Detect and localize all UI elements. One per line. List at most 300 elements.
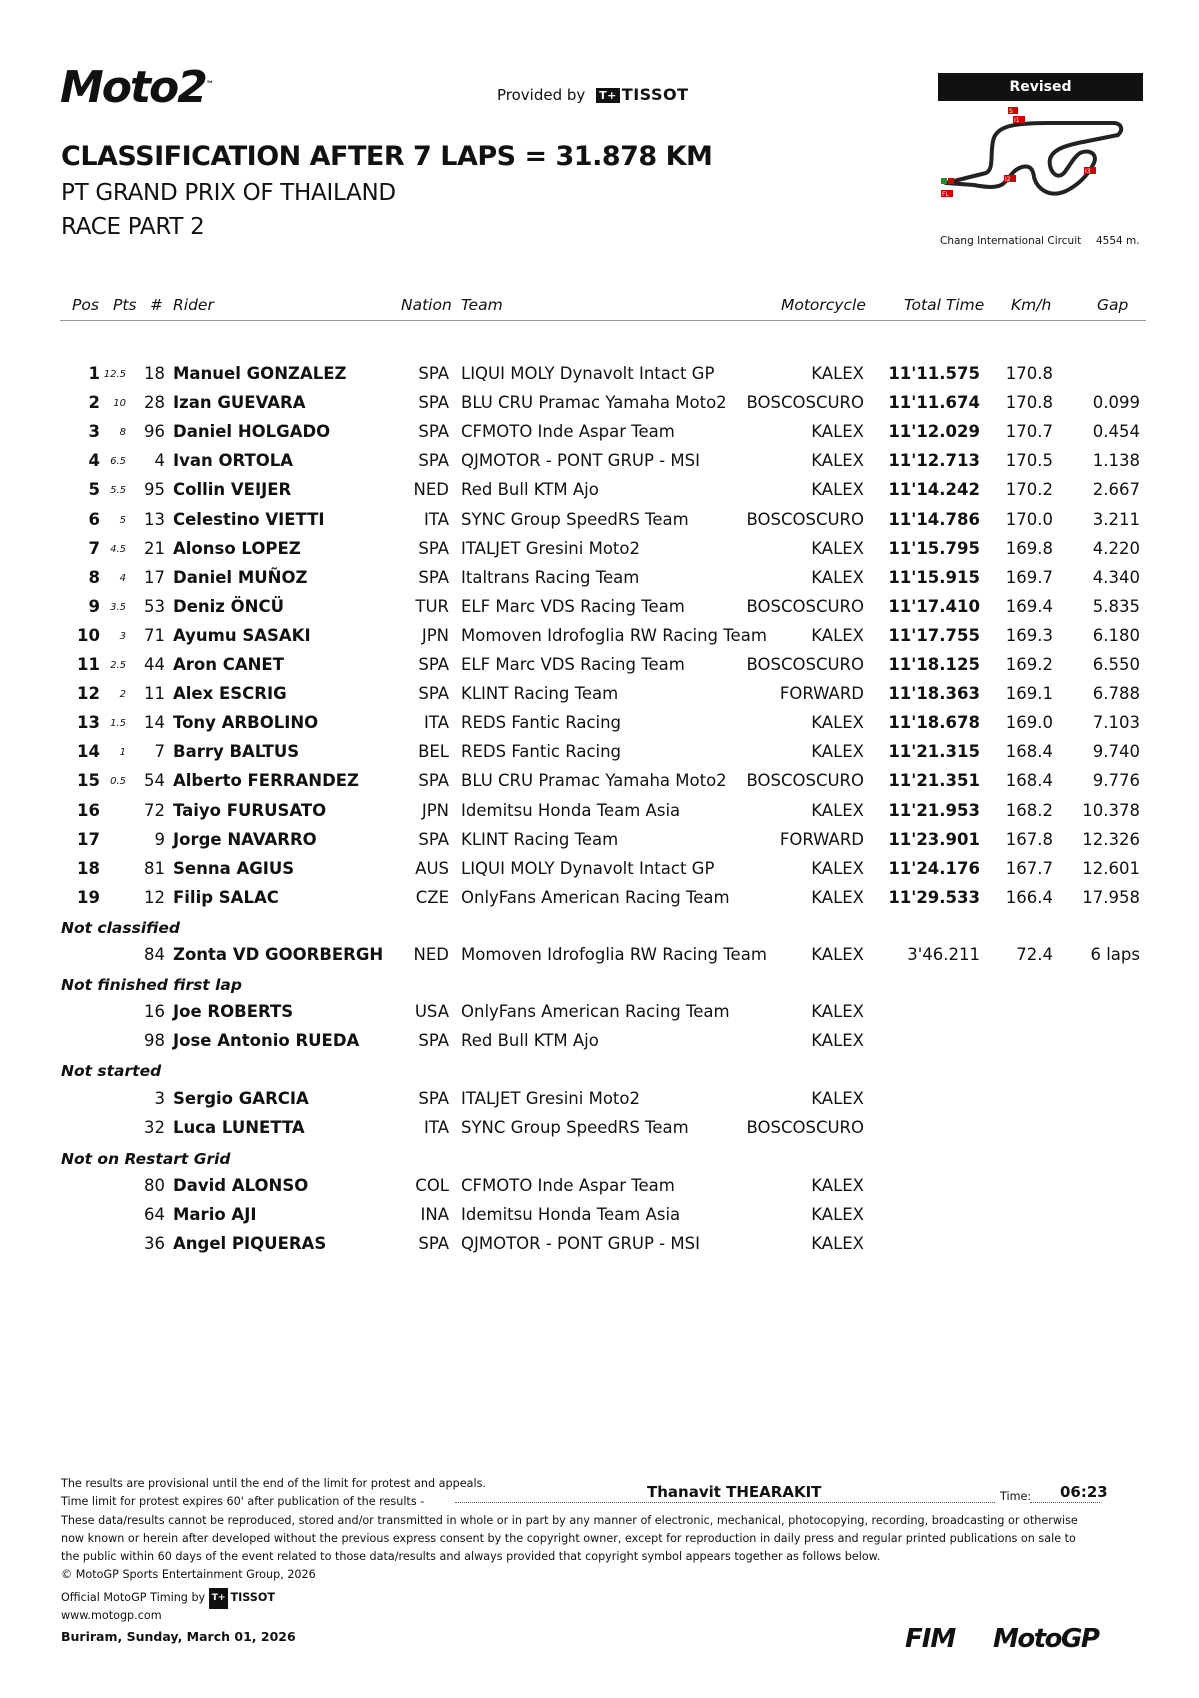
motorcycle: KALEX [811, 626, 864, 645]
nation: ITA [424, 713, 449, 732]
total-time: 11'18.678 [888, 713, 980, 732]
team-name: Red Bull KTM Ajo [461, 1031, 599, 1050]
tissot-logo: T+ TISSOT [596, 85, 688, 104]
motorcycle: KALEX [811, 451, 864, 470]
team-name: CFMOTO Inde Aspar Team [461, 1176, 675, 1195]
col-team: Team [461, 296, 503, 314]
position: 11 [77, 655, 100, 674]
nation: JPN [421, 801, 449, 820]
speed-kmh: 170.8 [1005, 364, 1053, 383]
points: 12.5 [103, 369, 126, 380]
result-row [0, 1031, 1199, 1060]
rider-name: Aron CANET [173, 655, 284, 674]
speed-kmh: 169.1 [1005, 684, 1053, 703]
team-name: ITALJET Gresini Moto2 [461, 539, 640, 558]
position: 2 [88, 393, 100, 412]
motorcycle: KALEX [811, 568, 864, 587]
nation: SPA [418, 364, 449, 383]
total-time: 11'21.953 [888, 801, 980, 820]
nation: NED [413, 945, 449, 964]
result-row [0, 1176, 1199, 1205]
motorcycle: BOSCOSCURO [746, 393, 864, 412]
team-name: Idemitsu Honda Team Asia [461, 801, 681, 820]
svg-text:I3: I3 [1085, 168, 1091, 175]
total-time: 11'14.786 [888, 510, 980, 529]
rider-name: Daniel HOLGADO [173, 422, 331, 441]
speed-kmh: 169.8 [1005, 539, 1053, 558]
section-not-started: Not started [61, 1062, 162, 1080]
rider-number: 71 [144, 626, 165, 645]
result-row [0, 713, 1199, 742]
position: 17 [77, 830, 100, 849]
team-name: CFMOTO Inde Aspar Team [461, 422, 675, 441]
rider-name: Collin VEIJER [173, 480, 292, 499]
place-date: Buriram, Sunday, March 01, 2026 [61, 1629, 296, 1644]
col-num: # [150, 296, 163, 314]
session-name: RACE PART 2 [61, 214, 205, 240]
revised-badge: Revised [938, 73, 1143, 101]
rider-number: 28 [144, 393, 165, 412]
result-row [0, 1089, 1199, 1118]
col-gap: Gap [1097, 296, 1129, 314]
rider-name: Mario AJI [173, 1205, 257, 1224]
position: 4 [88, 451, 100, 470]
nation: SPA [418, 568, 449, 587]
motorcycle: BOSCOSCURO [746, 597, 864, 616]
official-timing: Official MotoGP Timing by T+ TISSOT [61, 1588, 275, 1609]
points: 5.5 [110, 485, 126, 496]
motorcycle: KALEX [811, 859, 864, 878]
rider-number: 44 [144, 655, 165, 674]
gap: 9.740 [1092, 742, 1140, 761]
result-row [0, 859, 1199, 888]
team-name: KLINT Racing Team [461, 684, 619, 703]
points: 1.5 [110, 718, 126, 729]
speed-kmh: 169.4 [1005, 597, 1053, 616]
header-divider [60, 320, 1146, 321]
circuit-map [938, 101, 1143, 224]
position: 7 [88, 539, 100, 558]
team-name: OnlyFans American Racing Team [461, 888, 730, 907]
result-row [0, 830, 1199, 859]
rider-name: Luca LUNETTA [173, 1118, 305, 1137]
team-name: REDS Fantic Racing [461, 713, 622, 732]
speed-kmh: 170.7 [1005, 422, 1053, 441]
nation: SPA [418, 1031, 449, 1050]
svg-text:I1: I1 [1014, 117, 1020, 124]
position: 13 [77, 713, 100, 732]
svg-text:I2: I2 [1005, 176, 1011, 183]
result-row [0, 771, 1199, 800]
gap: 6 laps [1090, 945, 1140, 964]
copyright-line-1: These data/results cannot be reproduced, stored and/or transmitted in whole or in part by any manner of electronic, mechanical, photocopying, recording, broadcasting or otherwise [61, 1514, 1078, 1527]
team-name: BLU CRU Pramac Yamaha Moto2 [461, 771, 727, 790]
gap: 3.211 [1092, 510, 1140, 529]
total-time: 11'29.533 [888, 888, 980, 907]
team-name: Italtrans Racing Team [461, 568, 640, 587]
rider-name: Zonta VD GOORBERGH [173, 945, 384, 964]
motorcycle: KALEX [811, 1176, 864, 1195]
total-time: 11'21.315 [888, 742, 980, 761]
speed-kmh: 166.4 [1005, 888, 1053, 907]
team-name: BLU CRU Pramac Yamaha Moto2 [461, 393, 727, 412]
section-not-classified: Not classified [61, 919, 180, 937]
rider-name: Izan GUEVARA [173, 393, 306, 412]
rider-name: Alex ESCRIG [173, 684, 287, 703]
total-time: 3'46.211 [907, 945, 980, 964]
total-time: 11'15.915 [888, 568, 980, 587]
rider-name: Daniel MUÑOZ [173, 568, 308, 587]
motorcycle: KALEX [811, 1234, 864, 1253]
col-rider: Rider [173, 296, 214, 314]
result-row [0, 1234, 1199, 1263]
svg-text:S: S [1009, 108, 1013, 115]
speed-kmh: 168.4 [1005, 771, 1053, 790]
position: 5 [88, 480, 100, 499]
rider-name: Deniz ÖNCÜ [173, 597, 284, 616]
rider-name: Filip SALAC [173, 888, 279, 907]
gap: 6.788 [1092, 684, 1140, 703]
rider-number: 21 [144, 539, 165, 558]
nation: ITA [424, 510, 449, 529]
total-time: 11'12.713 [888, 451, 980, 470]
nation: BEL [418, 742, 449, 761]
nation: SPA [418, 1234, 449, 1253]
gap: 4.340 [1092, 568, 1140, 587]
nation: SPA [418, 1089, 449, 1108]
publication-time: 06:23 [1060, 1483, 1108, 1501]
col-kmh: Km/h [1011, 296, 1052, 314]
nation: NED [413, 480, 449, 499]
position: 6 [88, 510, 100, 529]
nation: SPA [418, 422, 449, 441]
nation: USA [414, 1002, 449, 1021]
speed-kmh: 72.4 [1016, 945, 1053, 964]
team-name: Red Bull KTM Ajo [461, 480, 599, 499]
section-not-finished: Not finished first lap [61, 976, 242, 994]
team-name: LIQUI MOLY Dynavolt Intact GP [461, 859, 715, 878]
rider-number: 4 [154, 451, 165, 470]
speed-kmh: 170.8 [1005, 393, 1053, 412]
speed-kmh: 169.3 [1005, 626, 1053, 645]
rider-name: Tony ARBOLINO [173, 713, 319, 732]
rider-number: 18 [144, 364, 165, 383]
motorcycle: KALEX [811, 713, 864, 732]
rider-number: 9 [154, 830, 165, 849]
time-label: Time: [1000, 1490, 1032, 1503]
col-motorcycle: Motorcycle [781, 296, 866, 314]
gap: 5.835 [1092, 597, 1140, 616]
result-row [0, 422, 1199, 451]
motorcycle: FORWARD [779, 684, 864, 703]
rider-name: David ALONSO [173, 1176, 309, 1195]
rider-number: 17 [144, 568, 165, 587]
motorcycle: KALEX [811, 364, 864, 383]
team-name: Momoven Idrofoglia RW Racing Team [461, 626, 767, 645]
speed-kmh: 169.7 [1005, 568, 1053, 587]
rider-name: Senna AGIUS [173, 859, 295, 878]
total-time: 11'11.674 [888, 393, 980, 412]
signatory: Thanavit THEARAKIT [647, 1483, 822, 1501]
col-nation: Nation [401, 296, 452, 314]
speed-kmh: 170.2 [1005, 480, 1053, 499]
position: 12 [77, 684, 100, 703]
rider-number: 12 [144, 888, 165, 907]
position: 19 [77, 888, 100, 907]
speed-kmh: 167.7 [1005, 859, 1053, 878]
gap: 10.378 [1082, 801, 1140, 820]
points: 2 [119, 689, 126, 700]
copyright-line-3: the public within 60 days of the event related to those data/results and always provided that copyright symbol appears together as follows below. [61, 1550, 881, 1563]
rider-name: Taiyo FURUSATO [173, 801, 327, 820]
rider-number: 95 [144, 480, 165, 499]
footer-provisional: The results are provisional until the end of the limit for protest and appeals. [61, 1477, 486, 1490]
nation: SPA [418, 684, 449, 703]
points: 0.5 [110, 776, 126, 787]
result-row [0, 1118, 1199, 1147]
motorcycle: KALEX [811, 539, 864, 558]
rider-name: Ivan ORTOLA [173, 451, 294, 470]
rider-number: 81 [144, 859, 165, 878]
nation: SPA [418, 655, 449, 674]
total-time: 11'24.176 [888, 859, 980, 878]
rider-number: 14 [144, 713, 165, 732]
motogp-logo: MotoGP [993, 1624, 1099, 1654]
rider-number: 7 [154, 742, 165, 761]
team-name: LIQUI MOLY Dynavolt Intact GP [461, 364, 715, 383]
total-time: 11'17.755 [888, 626, 980, 645]
team-name: Idemitsu Honda Team Asia [461, 1205, 681, 1224]
rider-name: Celestino VIETTI [173, 510, 325, 529]
rider-number: 84 [144, 945, 165, 964]
event-name: PT GRAND PRIX OF THAILAND [61, 180, 396, 206]
points: 8 [119, 427, 126, 438]
motorcycle: KALEX [811, 1205, 864, 1224]
motorcycle: KALEX [811, 742, 864, 761]
copyright-line-2: now known or herein after developed without the previous express consent by the copyright owner, except for reproduction in daily press and regular printed publications on sale to [61, 1532, 1076, 1545]
motorcycle: FORWARD [779, 830, 864, 849]
motorcycle: KALEX [811, 888, 864, 907]
team-name: QJMOTOR - PONT GRUP - MSI [461, 1234, 700, 1253]
rider-number: 16 [144, 1002, 165, 1021]
rider-number: 54 [144, 771, 165, 790]
rider-name: Alonso LOPEZ [173, 539, 301, 558]
points: 4.5 [110, 544, 126, 555]
gap: 0.454 [1092, 422, 1140, 441]
result-row [0, 945, 1199, 974]
nation: CZE [415, 888, 449, 907]
speed-kmh: 169.2 [1005, 655, 1053, 674]
result-row [0, 888, 1199, 917]
result-row [0, 539, 1199, 568]
speed-kmh: 168.2 [1005, 801, 1053, 820]
nation: AUS [415, 859, 449, 878]
col-total-time: Total Time [904, 296, 985, 314]
team-name: OnlyFans American Racing Team [461, 1002, 730, 1021]
nation: ITA [424, 1118, 449, 1137]
section-not-restart: Not on Restart Grid [61, 1150, 231, 1168]
result-row [0, 684, 1199, 713]
rider-name: Barry BALTUS [173, 742, 300, 761]
provided-by-label: Provided by [497, 86, 586, 104]
position: 18 [77, 859, 100, 878]
footer-protest-limit: Time limit for protest expires 60' after publication of the results - [61, 1495, 425, 1508]
position: 15 [77, 771, 100, 790]
team-name: Momoven Idrofoglia RW Racing Team [461, 945, 767, 964]
speed-kmh: 170.0 [1005, 510, 1053, 529]
rider-name: Jorge NAVARRO [173, 830, 317, 849]
result-row [0, 1002, 1199, 1031]
nation: INA [420, 1205, 449, 1224]
total-time: 11'18.125 [888, 655, 980, 674]
total-time: 11'11.575 [888, 364, 980, 383]
gap: 6.180 [1092, 626, 1140, 645]
speed-kmh: 169.0 [1005, 713, 1053, 732]
gap: 12.601 [1082, 859, 1140, 878]
provided-by [497, 85, 689, 104]
gap: 6.550 [1092, 655, 1140, 674]
website: www.motogp.com [61, 1609, 162, 1622]
rider-name: Sergio GARCIA [173, 1089, 309, 1108]
rider-name: Jose Antonio RUEDA [173, 1031, 360, 1050]
nation: JPN [421, 626, 449, 645]
position: 10 [77, 626, 100, 645]
total-time: 11'14.242 [888, 480, 980, 499]
gap: 4.220 [1092, 539, 1140, 558]
team-name: SYNC Group SpeedRS Team [461, 1118, 689, 1137]
total-time: 11'17.410 [888, 597, 980, 616]
motorcycle: KALEX [811, 1031, 864, 1050]
result-row [0, 655, 1199, 684]
nation: SPA [418, 451, 449, 470]
rider-name: Manuel GONZALEZ [173, 364, 347, 383]
result-row [0, 364, 1199, 393]
result-row [0, 626, 1199, 655]
total-time: 11'12.029 [888, 422, 980, 441]
motorcycle: BOSCOSCURO [746, 510, 864, 529]
position: 9 [88, 597, 100, 616]
result-row [0, 742, 1199, 771]
gap: 2.667 [1092, 480, 1140, 499]
rider-number: 96 [144, 422, 165, 441]
rider-number: 3 [154, 1089, 165, 1108]
result-row [0, 597, 1199, 626]
points: 6.5 [110, 456, 126, 467]
gap: 9.776 [1092, 771, 1140, 790]
position: 3 [88, 422, 100, 441]
page-title: CLASSIFICATION AFTER 7 LAPS = 31.878 KM [61, 141, 713, 172]
rider-number: 13 [144, 510, 165, 529]
nation: SPA [418, 830, 449, 849]
team-name: ITALJET Gresini Moto2 [461, 1089, 640, 1108]
position: 14 [77, 742, 100, 761]
rider-number: 11 [144, 684, 165, 703]
team-name: ELF Marc VDS Racing Team [461, 655, 685, 674]
rider-number: 98 [144, 1031, 165, 1050]
motorcycle: KALEX [811, 801, 864, 820]
team-name: SYNC Group SpeedRS Team [461, 510, 689, 529]
points: 3 [119, 631, 126, 642]
rider-number: 53 [144, 597, 165, 616]
nation: SPA [418, 393, 449, 412]
rider-number: 64 [144, 1205, 165, 1224]
col-pos: Pos [72, 296, 99, 314]
fim-logo: FIM [905, 1624, 956, 1654]
rider-name: Alberto FERRANDEZ [173, 771, 359, 790]
nation: TUR [415, 597, 449, 616]
motorcycle: KALEX [811, 945, 864, 964]
gap: 17.958 [1082, 888, 1140, 907]
signature-line [455, 1502, 995, 1503]
motorcycle: BOSCOSCURO [746, 655, 864, 674]
motorcycle: KALEX [811, 480, 864, 499]
result-row [0, 451, 1199, 480]
gap: 7.103 [1092, 713, 1140, 732]
nation: COL [415, 1176, 449, 1195]
gap: 0.099 [1092, 393, 1140, 412]
rider-name: Joe ROBERTS [173, 1002, 294, 1021]
team-name: REDS Fantic Racing [461, 742, 622, 761]
rider-name: Ayumu SASAKI [173, 626, 311, 645]
motorcycle: KALEX [811, 422, 864, 441]
nation: SPA [418, 771, 449, 790]
points: 2.5 [110, 660, 126, 671]
speed-kmh: 170.5 [1005, 451, 1053, 470]
rider-name: Angel PIQUERAS [173, 1234, 327, 1253]
motorcycle: BOSCOSCURO [746, 1118, 864, 1137]
nation: SPA [418, 539, 449, 558]
motorcycle: KALEX [811, 1089, 864, 1108]
total-time: 11'23.901 [888, 830, 980, 849]
col-pts: Pts [113, 296, 137, 314]
svg-text:FL: FL [942, 191, 949, 198]
moto2-logo: Moto2™ [60, 62, 214, 113]
rider-number: 36 [144, 1234, 165, 1253]
time-line [1030, 1502, 1100, 1503]
total-time: 11'18.363 [888, 684, 980, 703]
result-row [0, 1205, 1199, 1234]
points: 10 [113, 398, 126, 409]
points: 1 [119, 747, 126, 758]
copyright-line-4: © MotoGP Sports Entertainment Group, 2026 [61, 1568, 316, 1581]
result-row [0, 480, 1199, 509]
result-row [0, 393, 1199, 422]
team-name: ELF Marc VDS Racing Team [461, 597, 685, 616]
team-name: KLINT Racing Team [461, 830, 619, 849]
result-row [0, 510, 1199, 539]
gap: 12.326 [1082, 830, 1140, 849]
total-time: 11'21.351 [888, 771, 980, 790]
points: 3.5 [110, 602, 126, 613]
speed-kmh: 167.8 [1005, 830, 1053, 849]
rider-number: 80 [144, 1176, 165, 1195]
rider-number: 32 [144, 1118, 165, 1137]
points: 4 [119, 573, 126, 584]
team-name: QJMOTOR - PONT GRUP - MSI [461, 451, 700, 470]
motorcycle: KALEX [811, 1002, 864, 1021]
position: 16 [77, 801, 100, 820]
position: 1 [88, 364, 100, 383]
position: 8 [88, 568, 100, 587]
circuit-length: 4554 m. [1096, 235, 1140, 247]
result-row [0, 568, 1199, 597]
result-row [0, 801, 1199, 830]
gap: 1.138 [1092, 451, 1140, 470]
rider-number: 72 [144, 801, 165, 820]
circuit-name: Chang International Circuit [940, 235, 1082, 247]
speed-kmh: 168.4 [1005, 742, 1053, 761]
total-time: 11'15.795 [888, 539, 980, 558]
